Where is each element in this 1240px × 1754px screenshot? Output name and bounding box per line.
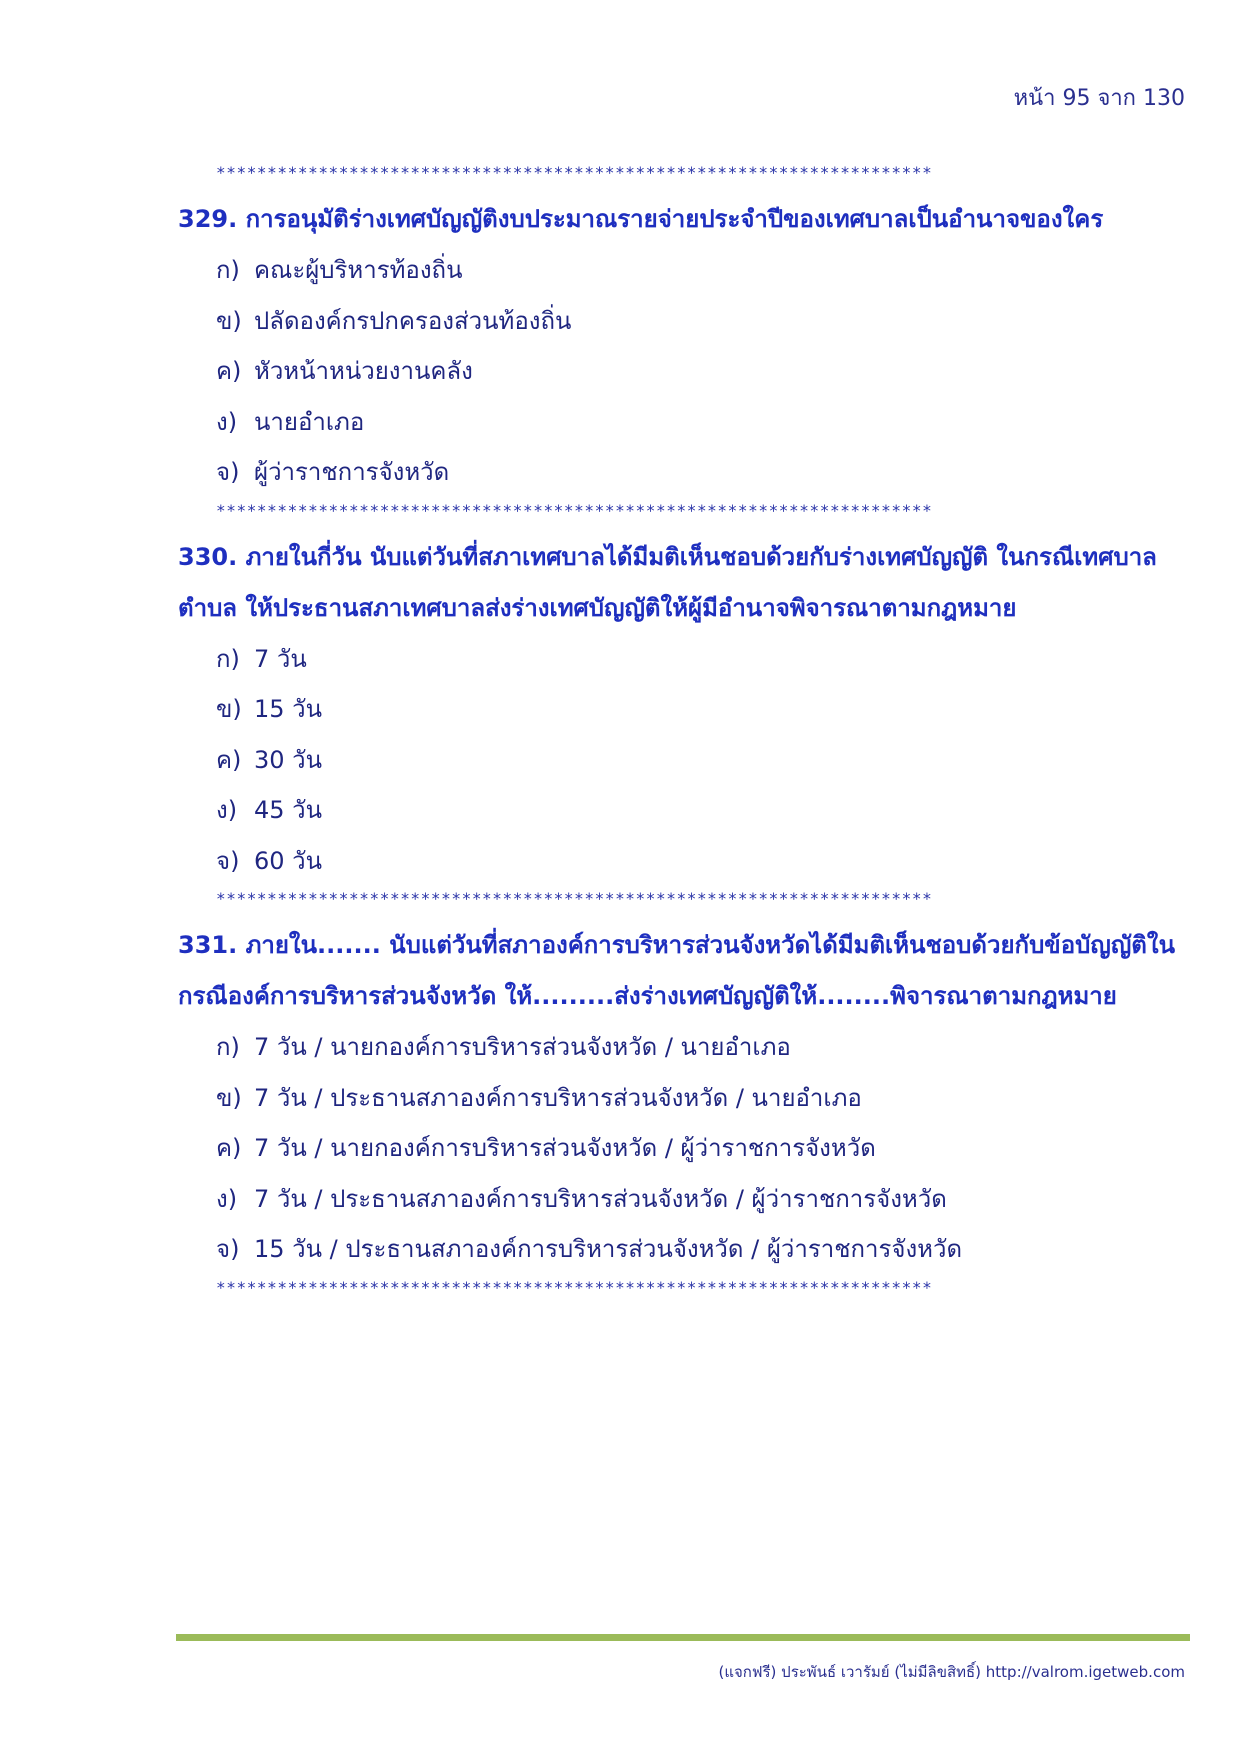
option-label: ก) xyxy=(216,1033,240,1061)
option-text: 45 วัน xyxy=(254,796,323,824)
page-number: หน้า 95 จาก 130 xyxy=(1013,86,1185,111)
answer-option xyxy=(216,785,1178,836)
answer-option xyxy=(216,735,1178,786)
question-block xyxy=(178,532,1178,887)
question-text: 331. ภายใน....... นับแต่วันที่สภาองค์การบริหารส่วนจังหวัดได้มีมติเห็นชอบด้วยกับข้อบัญญัติในกรณีองค์การบริหารส่วนจังหวัด ให้.........ส่งร่างเทศบัญญัติให้........พิจารณาตามกฎหมาย xyxy=(178,931,1175,1010)
question-text: 329. การอนุมัติร่างเทศบัญญัติงบประมาณรายจ่ายประจำปีของเทศบาลเป็นอำนาจของใคร xyxy=(178,205,1104,233)
option-label: ก) xyxy=(216,644,240,673)
separator: ********************************************************************** xyxy=(216,500,933,520)
answer-option xyxy=(216,836,1178,887)
option-text: 7 วัน / ประธานสภาองค์การบริหารส่วนจังหวัด / ผู้ว่าราชการจังหวัด xyxy=(254,1184,947,1213)
answer-option xyxy=(216,1123,1178,1174)
option-text: ผู้ว่าราชการจังหวัด xyxy=(254,458,450,486)
option-text: 7 วัน / ประธานสภาองค์การบริหารส่วนจังหวัด / นายอำเภอ xyxy=(254,1083,862,1112)
footer-credit: (แจกฟรี) ประพันธ์ เวารัมย์ (ไม่มีลิขสิทธิ์) http://valrom.igetweb.com xyxy=(718,1663,1185,1681)
option-label: ข) xyxy=(216,306,242,335)
answer-option xyxy=(216,1073,1178,1124)
answer-options xyxy=(178,634,1178,887)
option-label: ข) xyxy=(216,1083,242,1112)
option-text: 30 วัน xyxy=(254,745,323,774)
option-text: นายอำเภอ xyxy=(254,407,365,436)
option-label: ง) xyxy=(216,407,238,436)
answer-option xyxy=(216,447,1178,498)
option-text: หัวหน้าหน่วยงานคลัง xyxy=(254,357,473,385)
document-body xyxy=(178,160,1178,1301)
option-text: ปลัดองค์กรปกครองส่วนท้องถิ่น xyxy=(254,306,572,335)
option-text: 60 วัน xyxy=(254,846,323,875)
footer-rule xyxy=(176,1634,1190,1641)
answer-options xyxy=(178,1022,1178,1275)
question-block xyxy=(178,194,1178,498)
option-label: ค) xyxy=(216,357,242,385)
option-label: จ) xyxy=(216,458,240,486)
answer-option xyxy=(216,634,1178,685)
question-block xyxy=(178,920,1178,1275)
option-text: 7 วัน xyxy=(254,644,307,673)
separator: ********************************************************************** xyxy=(216,1277,933,1297)
option-text: 7 วัน / นายกองค์การบริหารส่วนจังหวัด / นายอำเภอ xyxy=(254,1033,791,1061)
option-label: ก) xyxy=(216,256,240,284)
answer-option xyxy=(216,1224,1178,1275)
separator: ********************************************************************** xyxy=(216,163,933,182)
answer-option xyxy=(216,296,1178,347)
option-label: จ) xyxy=(216,846,240,875)
option-text: 7 วัน / นายกองค์การบริหารส่วนจังหวัด / ผู้ว่าราชการจังหวัด xyxy=(254,1134,876,1162)
option-label: ค) xyxy=(216,1134,242,1162)
answer-option xyxy=(216,346,1178,397)
option-label: ค) xyxy=(216,745,242,774)
option-text: 15 วัน xyxy=(254,695,323,723)
option-label: ง) xyxy=(216,1184,238,1213)
option-label: ข) xyxy=(216,695,242,723)
answer-option xyxy=(216,684,1178,735)
answer-option xyxy=(216,245,1178,296)
separator: ********************************************************************** xyxy=(216,889,933,908)
option-label: ง) xyxy=(216,796,238,824)
answer-options xyxy=(178,245,1178,498)
option-text: 15 วัน / ประธานสภาองค์การบริหารส่วนจังหวัด / ผู้ว่าราชการจังหวัด xyxy=(254,1235,963,1263)
option-text: คณะผู้บริหารท้องถิ่น xyxy=(254,256,463,284)
answer-option xyxy=(216,397,1178,448)
question-text: 330. ภายในกี่วัน นับแต่วันที่สภาเทศบาลได้มีมติเห็นชอบด้วยกับร่างเทศบัญญัติ ในกรณีเทศบาลตำบล ให้ประธานสภาเทศบาลส่งร่างเทศบัญญัติให้ผู้มีอำนาจพิจารณาตามกฎหมาย xyxy=(178,542,1157,622)
answer-option xyxy=(216,1022,1178,1073)
option-label: จ) xyxy=(216,1235,240,1263)
answer-option xyxy=(216,1174,1178,1225)
